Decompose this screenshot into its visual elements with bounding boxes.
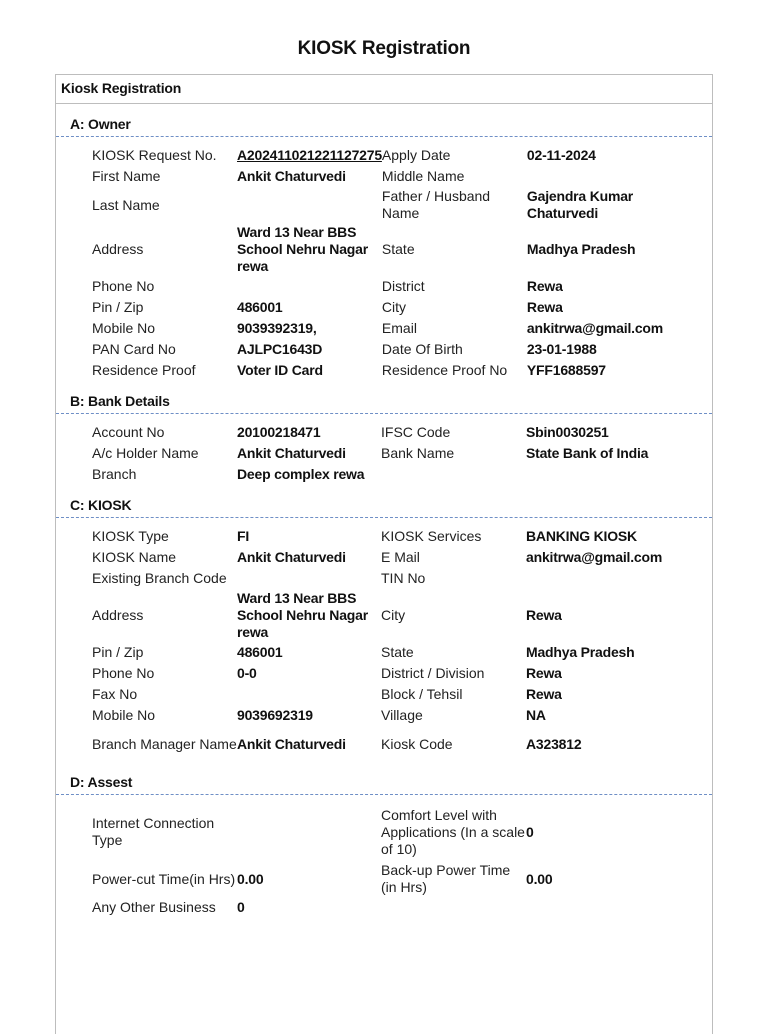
field-value: Rewa [526,278,563,294]
field-value [237,684,381,705]
field-value: 0.00 [526,870,553,887]
field-value: Rewa [526,299,563,315]
field-value: 0-0 [237,665,257,681]
field-value: ankitrwa@gmail.com [526,320,664,336]
field-label: Account No [92,424,165,440]
form-row [92,663,676,684]
field-label: Branch Manager Name [92,735,237,752]
field-label: Pin / Zip [92,644,144,660]
field-value: Gajendra Kumar Chaturvedi [526,188,634,221]
field-value: A323812 [526,735,582,752]
field-label: PAN Card No [92,341,176,357]
form-row [92,547,676,568]
field-label: First Name [92,168,161,184]
field-value: 9039392319, [237,320,317,336]
form-row [92,705,676,726]
section-table [92,803,676,918]
field-value [526,897,676,918]
field-label: Mobile No [92,320,156,336]
field-label: Residence Proof [92,362,196,378]
form-row [92,145,677,166]
field-value: ankitrwa@gmail.com [526,549,663,565]
field-label: Comfort Level with Applications (In a scale of 10) [381,806,525,857]
field-value: BANKING KIOSK [526,528,637,544]
field-value: Rewa [526,686,562,702]
field-value: Sbin0030251 [526,424,609,440]
field-label: Last Name [92,196,160,213]
form-row [92,297,677,318]
field-label: Any Other Business [92,899,216,915]
form-sections [56,116,712,918]
field-label: Date Of Birth [381,341,463,357]
field-value: Ankit Chaturvedi [237,735,346,752]
field-label: Father / Husband Name [381,188,491,221]
field-label: District / Division [381,665,485,681]
form-row [92,642,676,663]
form-row [92,897,676,918]
form-row [92,861,676,897]
field-label [381,897,526,918]
field-value: AJLPC1643D [237,341,323,357]
form-row [92,726,676,762]
field-label: State [381,241,415,257]
field-value [237,276,382,297]
field-label: Phone No [92,665,155,681]
section-table [92,526,676,762]
field-value: Ankit Chaturvedi [237,445,346,461]
field-value: State Bank of India [526,445,649,461]
field-label: Block / Tehsil [381,686,463,702]
field-value [526,464,676,485]
form-row [92,803,676,861]
field-label: KIOSK Request No. [92,147,217,163]
field-label: Mobile No [92,707,156,723]
field-value: 0 [526,823,534,840]
field-value: YFF1688597 [526,362,606,378]
field-label: Address [92,607,144,623]
field-label: KIOSK Type [92,528,169,544]
section-title: A: Owner [56,116,712,137]
field-value: Ankit Chaturvedi [237,549,346,565]
form-row [92,526,676,547]
field-value: Madhya Pradesh [526,644,635,660]
field-label: Address [92,241,144,257]
field-value: Deep complex rewa [237,466,365,482]
field-value: FI [237,528,250,544]
field-value: Madhya Pradesh [526,241,636,257]
field-label: Phone No [92,278,155,294]
field-label: Power-cut Time(in Hrs) [92,870,236,887]
form-row [92,276,677,297]
field-label: Bank Name [381,445,455,461]
field-label: Fax No [92,686,138,702]
section-table [92,145,677,381]
field-label: Kiosk Code [381,735,453,752]
form-row [92,684,676,705]
field-value [237,803,381,861]
field-label: Branch [92,466,137,482]
form-row [92,443,676,464]
field-value: Voter ID Card [237,362,323,378]
form-row [92,166,677,187]
field-value: 0 [237,899,245,915]
field-value [237,568,381,589]
field-value: NA [526,707,546,723]
section-table [92,422,676,485]
field-label: IFSC Code [381,424,451,440]
field-label: State [381,644,414,660]
field-value: Ankit Chaturvedi [237,168,346,184]
field-label: Existing Branch Code [92,570,227,586]
field-label: Pin / Zip [92,299,144,315]
form-row [92,589,676,642]
section-title: B: Bank Details [56,393,712,414]
field-value: 9039692319 [237,707,313,723]
field-label: TIN No [381,570,426,586]
field-value: 486001 [237,299,283,315]
field-label: KIOSK Name [92,549,177,565]
form-row [92,422,676,443]
field-label: City [381,299,407,315]
field-label: City [381,607,406,623]
field-value: 486001 [237,644,283,660]
field-label: Internet Connection Type [92,815,215,848]
field-label: Apply Date [381,147,451,163]
field-label: KIOSK Services [381,528,482,544]
form-row [92,318,677,339]
field-label: Back-up Power Time (in Hrs) [381,862,511,895]
page-title: KIOSK Registration [297,38,471,59]
form-row [92,339,677,360]
field-value [527,166,677,187]
field-label: District [381,278,425,294]
form-row [92,568,676,589]
form-row [92,223,677,276]
field-label: Village [381,707,423,723]
field-value: 23-01-1988 [526,341,597,357]
field-value [237,187,382,223]
form-row [92,464,676,485]
field-value: Ward 13 Near BBS School Nehru Nagar rewa [237,590,368,640]
section-title: D: Assest [56,774,712,795]
form-row [92,360,677,381]
field-value: Rewa [526,607,562,623]
field-value: Ward 13 Near BBS School Nehru Nagar rewa [237,224,368,274]
section-title: C: KIOSK [56,497,712,518]
form-header: Kiosk Registration [56,75,712,104]
form-row [92,187,677,223]
field-label: Residence Proof No [381,362,508,378]
field-label [381,464,526,485]
field-label: A/c Holder Name [92,445,199,461]
field-value: Rewa [526,665,562,681]
field-label: E Mail [381,549,420,565]
field-value: A202411021221127275 [237,147,382,163]
field-value [526,568,676,589]
field-value: 02-11-2024 [526,147,596,163]
field-label: Email [381,320,417,336]
field-value: 0.00 [237,870,264,887]
registration-form [55,74,713,1034]
field-label: Middle Name [381,168,465,184]
field-value: 20100218471 [237,424,321,440]
